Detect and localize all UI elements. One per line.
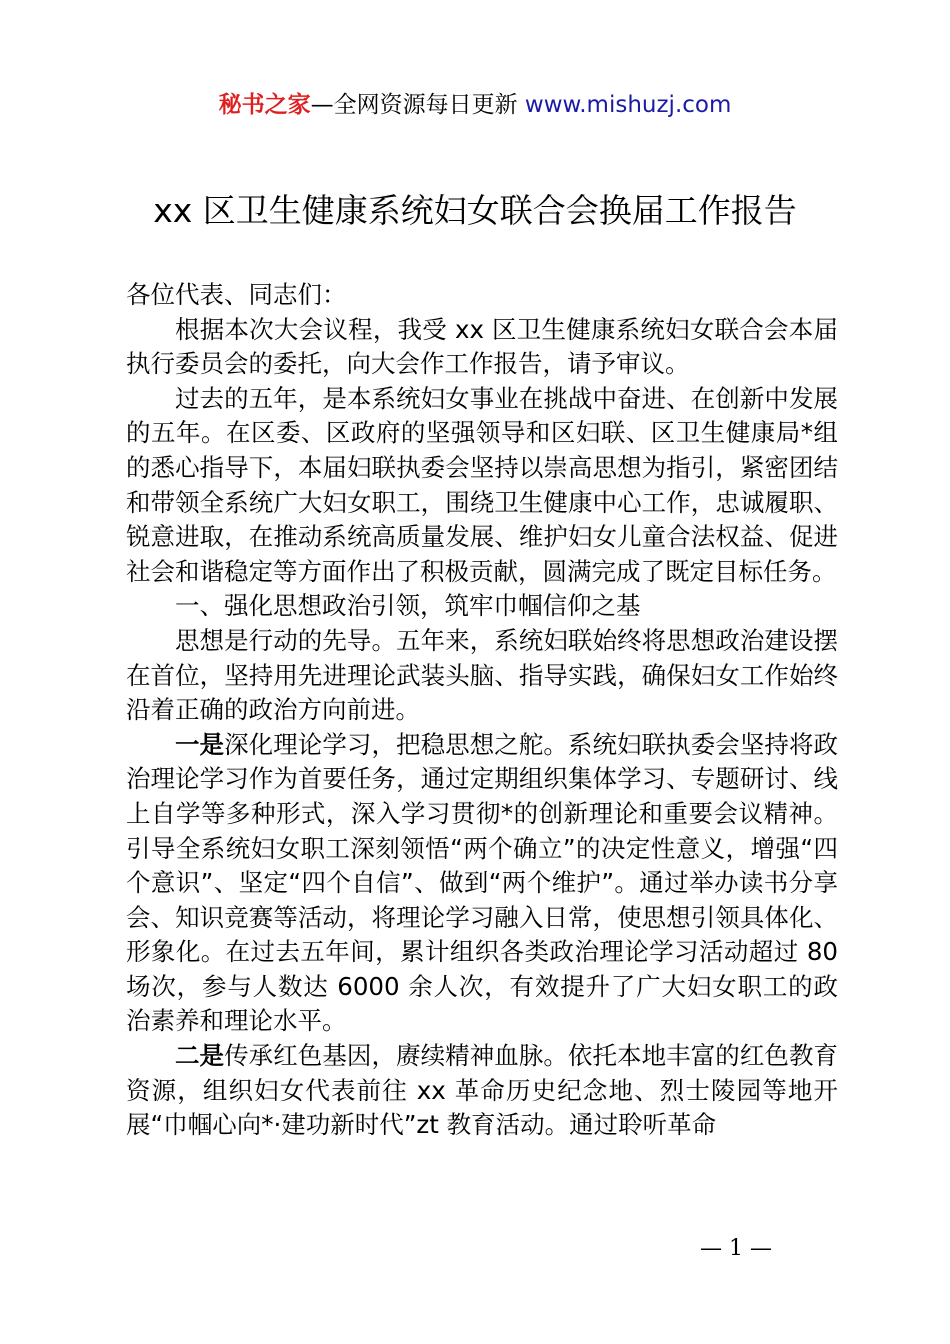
document-title: xx 区卫生健康系统妇女联合会换届工作报告 xyxy=(153,191,797,230)
site-url[interactable]: www.mishuzj.com xyxy=(524,92,732,118)
brand-name: 秘书之家 xyxy=(218,92,311,118)
paragraph-intro: 根据本次大会议程，我受 xx 区卫生健康系统妇女联合会本届执行委员会的委托，向大会作工作报告，请予审议。 xyxy=(126,314,838,379)
paragraph-review: 过去的五年，是本系统妇女事业在挑战中奋进、在创新中发展的五年。在区委、区政府的坚强领导和区妇联、区卫生健康局*组的悉心指导下，本届妇联执委会坚持以崇高思想为指引，紧密团结和带领全系统广大妇女职工，围绕卫生健康中心工作，忠诚履职、锐意进取，在推动系统高质量发展、维护妇女儿童合法权益、促进社会和谐稳定等方面作出了积极贡献，圆满完成了既定目标任务。 xyxy=(126,383,838,586)
document-body xyxy=(126,278,838,1143)
point-one-text: 深化理论学习，把稳思想之舵。系统妇联执委会坚持将政治理论学习作为首要任务，通过定期组织集体学习、专题研讨、线上自学等多种形式，深入学习贯彻*的创新理论和重要会议精神。引导全系统妇女职工深刻领悟“两个确立”的决定性意义，增强“四个意识”、坚定“四个自信”、做到“两个维护”。通过举办读书分享会、知识竞赛等活动，将理论学习融入日常，使思想引领具体化、形象化。在过去五年间，累计组织各类政治理论学习活动超过 80 场次，参与人数达 6000 余人次，有效提升了广大妇女职工的政治素养和理论水平。 xyxy=(126,729,839,1036)
point-one-lead: 一是 xyxy=(175,729,225,759)
paragraph-section-1: 思想是行动的先导。五年来，系统妇联始终将思想政治建设摆在首位，坚持用先进理论武装头脑、指导实践，确保妇女工作始终沿着正确的政治方向前进。 xyxy=(126,625,838,725)
salutation: 各位代表、同志们： xyxy=(126,280,347,309)
point-two-lead: 二是 xyxy=(175,1041,225,1071)
paragraph-point-two xyxy=(126,1039,838,1143)
site-header xyxy=(0,88,950,122)
point-two-text: 传承红色基因，赓续精神血脉。依托本地丰富的红色教育资源，组织妇女代表前往 xx 革命历史纪念地、烈士陵园等地开展“巾帼心向*·建功新时代”zt 教育活动。通过聆听革命 xyxy=(126,1041,839,1140)
page-number: — 1 — xyxy=(700,1236,772,1261)
header-slogan: —全网资源每日更新 xyxy=(310,92,525,118)
paragraph-point-one xyxy=(126,728,838,1039)
section-heading-1: 一、强化思想政治引领，筑牢巾帼信仰之基 xyxy=(175,591,641,621)
